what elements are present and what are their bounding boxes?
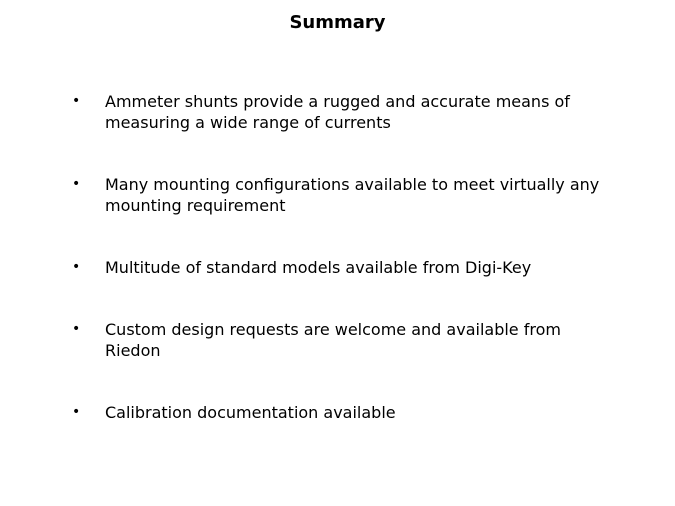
bullet-text: Ammeter shunts provide a rugged and accurate means of measuring a wide range of currents — [105, 92, 570, 132]
bullet-text: Multitude of standard models available from Digi-Key — [105, 258, 532, 277]
bullet-marker: • — [72, 321, 81, 337]
bullet-marker: • — [72, 259, 81, 275]
bullet-marker: • — [72, 404, 81, 420]
bullet-text: Calibration documentation available — [105, 403, 396, 422]
bullet-text: Custom design requests are welcome and available from Riedon — [105, 320, 561, 360]
bullet-marker: • — [72, 93, 81, 109]
bullet-marker: • — [72, 176, 81, 192]
slide-title: Summary — [289, 12, 386, 33]
bullet-text: Many mounting configurations available to meet virtually any mounting requirement — [105, 175, 600, 215]
